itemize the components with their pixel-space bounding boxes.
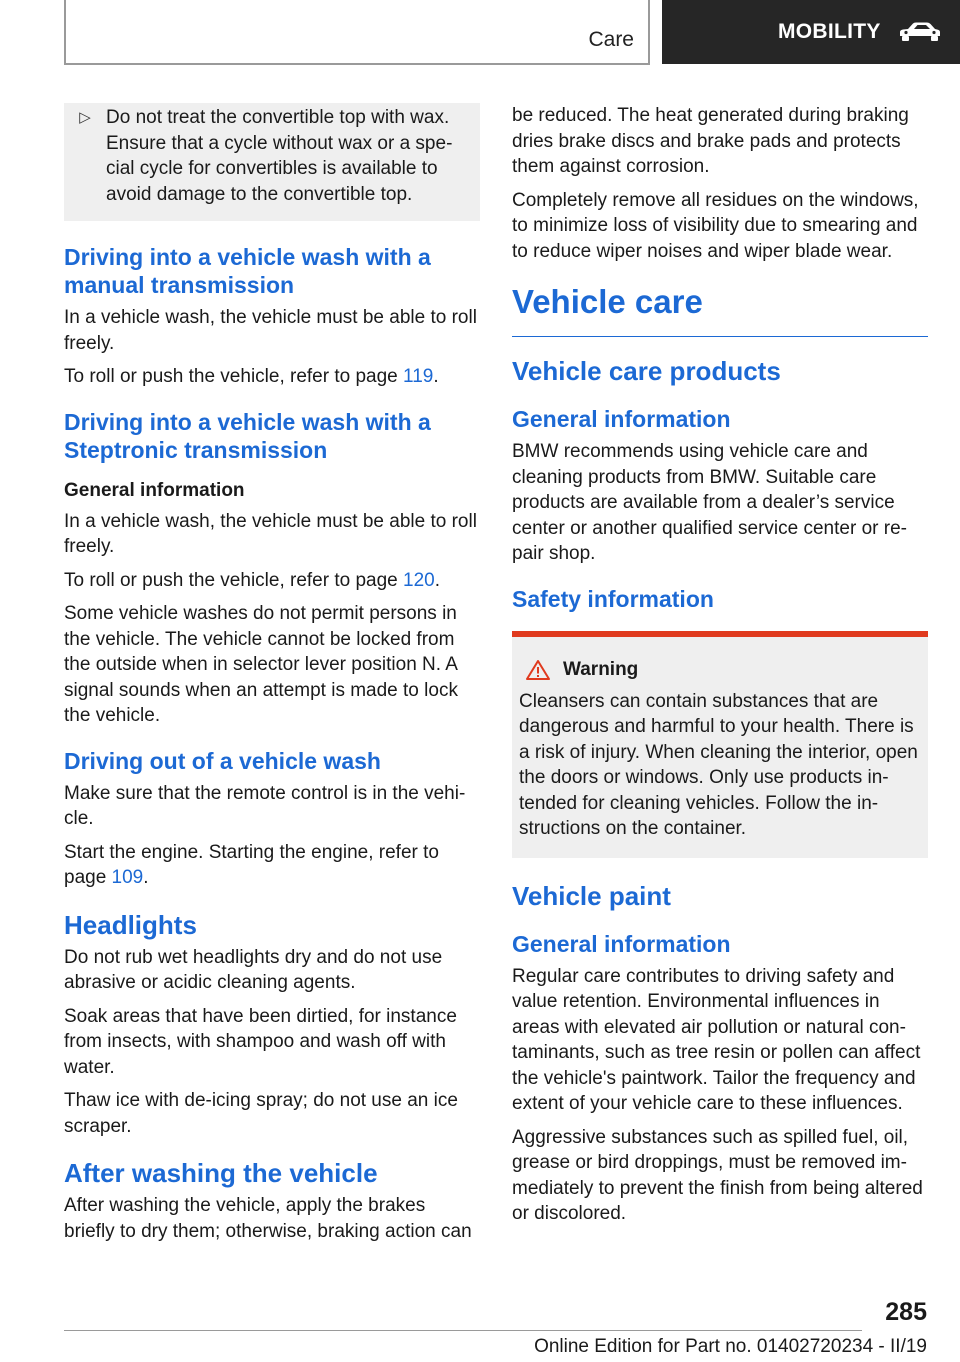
paragraph: After washing the vehicle, apply the brakes briefly to dry them; otherwise, braking action can bbox=[64, 1195, 472, 1242]
warning-text: Cleansers can contain substances that are dangerous and harmful to your health. There is a risk of injury. When cleaning the interior, open the doors or windows. Only use products intended for cleaning vehicles. Follow the instructions on the container. bbox=[519, 690, 918, 839]
warning-header bbox=[519, 659, 920, 681]
right-column bbox=[512, 103, 928, 1235]
header-section-title: Care bbox=[588, 28, 634, 51]
paragraph: BMW recommends using vehicle care and cleaning products from BMW. Suitable care products are available from a dealer’s service center or another qualified service center or repair shop. bbox=[512, 441, 907, 564]
footer-edition: Online Edition for Part no. 01402720234 - II/19 bbox=[534, 1336, 927, 1357]
subheading-general-information: General information bbox=[64, 479, 245, 501]
paragraph: In a vehicle wash, the vehicle must be able to roll freely. bbox=[64, 307, 477, 354]
paragraph: Regular care contributes to driving safety and value retention. Environmental influences in areas with elevated air pollution or natural contaminants, such as tree resin or pollen can affect the vehicle's paintwork. Tailor the frequency and extent of your vehicle care to these influences. bbox=[512, 965, 921, 1114]
header-left-rule bbox=[64, 0, 66, 64]
heading-driving-out: Driving out of a vehicle wash bbox=[64, 747, 381, 774]
header-bottom-rule bbox=[64, 63, 650, 65]
paragraph-page-ref: To roll or push the vehicle, refer to page 120. bbox=[64, 569, 441, 591]
note-box bbox=[64, 103, 480, 221]
warning-triangle-icon bbox=[525, 659, 551, 681]
heading-safety-information: Safety information bbox=[512, 585, 714, 612]
page-link-109[interactable]: 109 bbox=[111, 867, 144, 888]
heading-general-information: General information bbox=[512, 930, 731, 957]
footer-rule bbox=[64, 1330, 862, 1331]
heading-vehicle-care: Vehicle care bbox=[512, 282, 928, 337]
paragraph-page-ref: Start the engine. Starting the engine, refer to page 109. bbox=[64, 841, 439, 888]
left-column bbox=[64, 103, 480, 1252]
paragraph: Soak areas that have been dirtied, for instance from insects, with shampoo and wash off with water. bbox=[64, 1005, 457, 1078]
page-link-119[interactable]: 119 bbox=[403, 366, 434, 387]
heading-vehicle-care-products: Vehicle care products bbox=[512, 356, 781, 386]
paragraph: Completely remove all residues on the windows, to minimize loss of visibility due to smearing and to reduce wiper noises and wiper blade wear. bbox=[512, 189, 919, 262]
note-text: Do not treat the convertible top with wax. Ensure that a cycle without wax or a special cycle for convertibles is available to avoid damage to the convertible top. bbox=[106, 107, 453, 205]
page-link-120[interactable]: 120 bbox=[403, 569, 435, 591]
header-chapter-title: MOBILITY bbox=[778, 20, 881, 43]
paragraph: Make sure that the remote control is in the vehicle. bbox=[64, 782, 466, 829]
paragraph: In a vehicle wash, the vehicle must be able to roll freely. bbox=[64, 510, 477, 557]
warning-box bbox=[512, 631, 928, 858]
page-number: 285 bbox=[885, 1298, 927, 1326]
heading-general-information: General information bbox=[512, 406, 731, 432]
header-separator bbox=[648, 0, 650, 64]
warning-title: Warning bbox=[563, 658, 639, 680]
paragraph-page-ref: To roll or push the vehicle, refer to page 119. bbox=[64, 366, 439, 387]
heading-after-washing: After washing the vehicle bbox=[64, 1158, 378, 1188]
header-chapter-block bbox=[662, 0, 960, 64]
heading-steptronic: Driving into a vehicle wash with a Steptronic transmission bbox=[64, 408, 431, 463]
paragraph: Some vehicle washes do not permit persons in the vehicle. The vehicle cannot be locked from the outside when in selector lever position N. A signal sounds when an attempt is made to lock the vehicle. bbox=[64, 603, 458, 726]
car-icon bbox=[895, 20, 943, 44]
heading-manual-transmission: Driving into a vehicle wash with a manual transmission bbox=[64, 244, 431, 298]
paragraph: be reduced. The heat generated during braking dries brake discs and brake pads and protects them against corrosion. bbox=[512, 105, 909, 177]
heading-headlights: Headlights bbox=[64, 909, 197, 940]
paragraph: Thaw ice with de-icing spray; do not use an ice scraper. bbox=[64, 1090, 458, 1137]
triangle-bullet-icon: ▷ bbox=[79, 109, 91, 126]
paragraph: Aggressive substances such as spilled fuel, oil, grease or bird droppings, must be removed immediately to prevent the finish from being altered or discolored. bbox=[512, 1126, 923, 1224]
paragraph: Do not rub wet headlights dry and do not use abrasive or acidic cleaning agents. bbox=[64, 946, 443, 993]
heading-vehicle-paint: Vehicle paint bbox=[512, 880, 671, 911]
